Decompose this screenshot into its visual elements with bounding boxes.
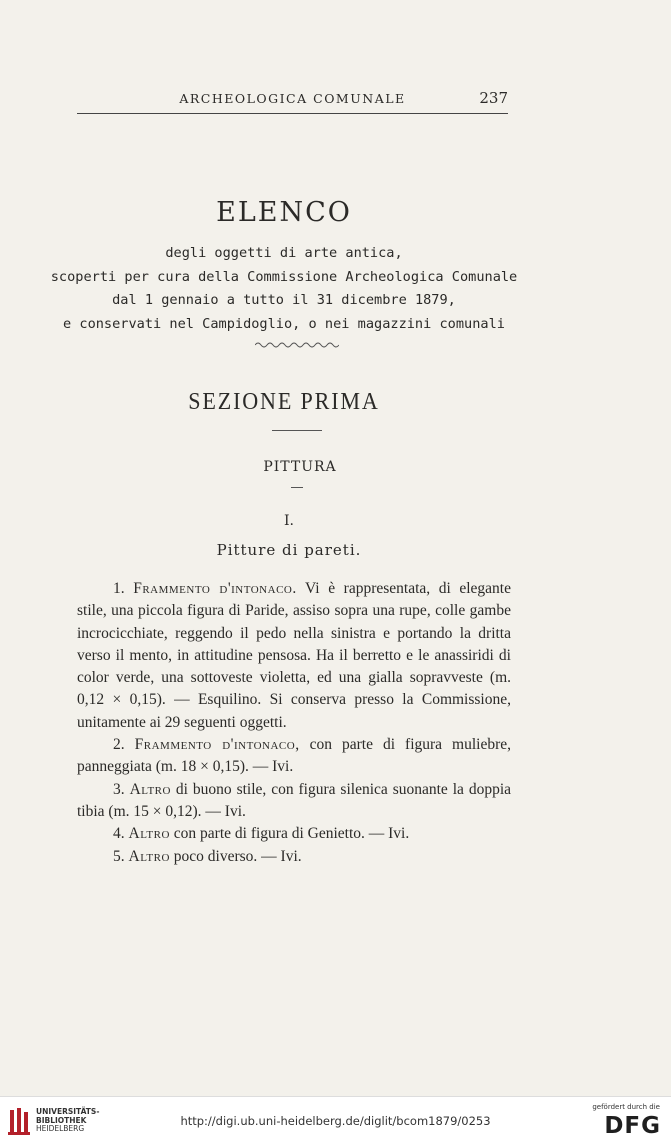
section-rule <box>272 430 322 431</box>
subtitle-line: scoperti per cura della Commissione Archeologica Comunale <box>50 268 518 285</box>
page-number: 237 <box>479 89 508 107</box>
funding-label: gefördert durch die <box>592 1103 660 1111</box>
entry-name: Frammento d'intonaco, <box>134 736 300 754</box>
catalogue-entry: 2. Frammento d'intonaco, con parte di figura muliebre, panneggiata (m. 18 × 0,15). — Ivi. <box>77 736 512 776</box>
entry-name: Altro <box>129 780 171 798</box>
category-heading: PITTURA <box>263 459 337 475</box>
entry-text: con parte di figura muliebre, panneggiata (m. 18 × 0,15). — Ivi. <box>77 736 512 776</box>
university-library-name[interactable]: UNIVERSITÄTS- BIBLIOTHEK HEIDELBERG <box>36 1107 100 1133</box>
document-title: ELENCO <box>216 197 352 228</box>
chapter-numeral: I. <box>284 513 294 529</box>
page-header <box>77 89 508 111</box>
viewer-footer <box>0 1096 671 1145</box>
dfg-logo[interactable]: DFG <box>604 1113 661 1139</box>
subtitle-line: degli oggetti di arte antica, <box>165 245 403 261</box>
subtitle-line: dal 1 gennaio a tutto il 31 dicembre 1879, <box>112 292 456 308</box>
entry-name: Frammento d'intonaco. <box>133 580 297 597</box>
running-head: ARCHEOLOGICA COMUNALE <box>179 91 406 106</box>
subtitle-line: e conservati nel Campidoglio, o nei magazzini comunali <box>63 315 505 332</box>
catalogue-entries <box>77 578 511 868</box>
entry-text: con parte di figura di Genietto. — Ivi. <box>173 825 410 843</box>
category-rule <box>291 487 303 488</box>
catalogue-entry: 5. Altro poco diverso. — Ivi. <box>113 847 302 865</box>
entry-name: Altro <box>128 847 170 865</box>
header-rule <box>77 113 508 114</box>
section-heading: SEZIONE PRIMA <box>188 389 380 415</box>
entry-text: di buono stile, con figura silenica suonante la doppia tibia (m. 15 × 0,12). — Ivi. <box>77 780 512 820</box>
permalink-url[interactable]: http://digi.ub.uni-heidelberg.de/diglit/bcom1879/0253 <box>180 1114 491 1128</box>
catalogue-entry: 4. Altro con parte di figura di Genietto. — Ivi. <box>113 825 410 843</box>
catalogue-entry: 3. Altro di buono stile, con figura silenica suonante la doppia tibia (m. 15 × 0,12). — Ivi. <box>77 780 512 820</box>
entry-text: Vi è rappresentata, di elegante stile, una piccola figura di Paride, assiso sopra una rupe, colle gambe incrocicchiate, reggendo il pedo nella sinistra e portando la dritta verso il mento, in attitudine pensosa. Ha il berretto e le anassiridi di color verde, una sottoveste violetta, ed una gialla sopravveste (m. 0,12 × 0,15). — Esquilino. Si conserva presso la Commissione, unitamente ai 29 seguenti oggetti. <box>77 580 511 731</box>
document-subtitle <box>0 242 568 336</box>
chapter-subhead: Pitture di pareti. <box>216 541 362 559</box>
entry-text: poco diverso. — Ivi. <box>173 847 302 865</box>
catalogue-entry: 1. Frammento d'intonaco. Vi è rappresentata, di elegante stile, una piccola figura di Paride, assiso sopra una rupe, colle gambe incrocicchiate, reggendo il pedo nella sinistra e portando la dritta verso il mento, in attitudine pensosa. Ha il berretto e le anassiridi di color verde, una sottoveste violetta, ed una gialla sopravveste (m. 0,12 × 0,15). — Esquilino. Si conserva presso la Commissione, unitamente ai 29 seguenti oggetti. <box>77 580 511 731</box>
entry-name: Altro <box>128 825 170 843</box>
wavy-ornament-icon <box>255 341 339 349</box>
